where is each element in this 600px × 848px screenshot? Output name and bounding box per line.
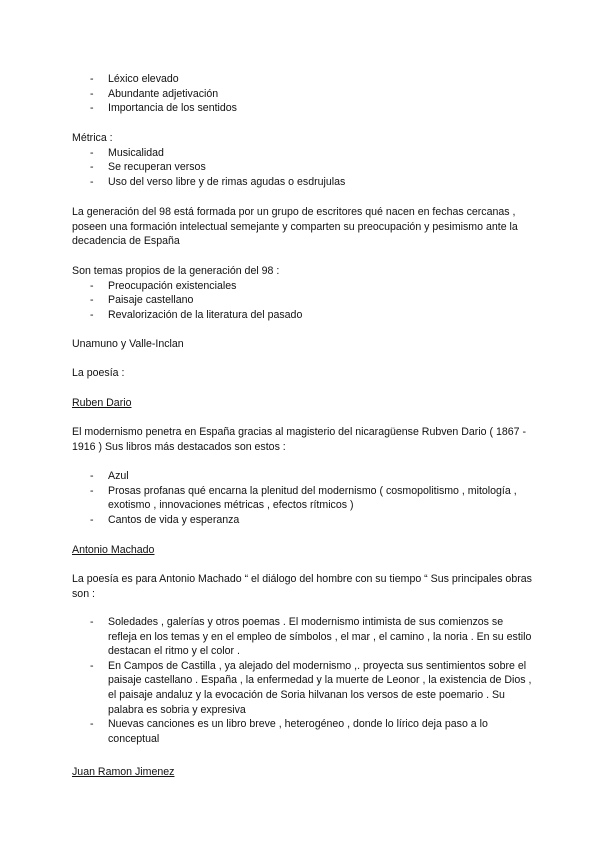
machado-heading-block bbox=[72, 543, 532, 558]
machado-paragraph-block bbox=[72, 572, 532, 601]
unamuno-block bbox=[72, 337, 532, 352]
ruben-dario-paragraph: El modernismo penetra en España gracias al magisterio del nicaragüense Rubven Dario ( 1867 - 1916 ) Sus libros más destacados son estos : bbox=[72, 426, 527, 453]
poesia-heading: La poesía : bbox=[72, 367, 125, 379]
generacion-98-paragraph: La generación del 98 está formada por un grupo de escritores qué nacen en fechas cercanas , poseen una formación intelectual semejante y comparten su preocupación y pesimismo ante la decadencia de España bbox=[72, 206, 518, 248]
poesia-block bbox=[72, 366, 532, 381]
list-item: - Cantos de vida y esperanza bbox=[72, 513, 532, 528]
metrica-section bbox=[72, 131, 532, 189]
ruben-paragraph-block bbox=[72, 425, 532, 454]
antonio-machado-heading: Antonio Machado bbox=[72, 544, 155, 556]
list-item: - Abundante adjetivación bbox=[72, 87, 532, 102]
generacion-98-block bbox=[72, 205, 532, 249]
list-item: - Preocupación existenciales bbox=[72, 279, 532, 294]
temas-98-heading: Son temas propios de la generación del 98 : bbox=[72, 265, 280, 277]
antonio-machado-list bbox=[72, 615, 532, 746]
list-item: - Nuevas canciones es un libro breve , heterogéneo , donde lo lírico deja paso a lo conceptual bbox=[72, 717, 532, 746]
list-item: - Musicalidad bbox=[72, 146, 532, 161]
list-item: - Soledades , galerías y otros poemas . El modernismo intimista de sus comienzos se refleja en los temas y en el empleo de símbolos , el mar , el camino , la noria . En su estilo destacan el ritmo y el color . bbox=[72, 615, 532, 659]
list-item: - En Campos de Castilla , ya alejado del modernismo ,. proyecta sus sentimientos sobre el paisaje castellano . España , la enfermedad y la muerte de Leonor , la existencia de Dios , el paisaje andaluz y la evocación de Soria hilvanan los versos de este poemario . Su palabra es sobria y expresiva bbox=[72, 659, 532, 717]
juan-ramon-heading-block bbox=[72, 765, 532, 780]
ruben-heading-block bbox=[72, 396, 532, 411]
unamuno-line: Unamuno y Valle-Inclan bbox=[72, 338, 184, 350]
intro-list bbox=[72, 72, 532, 116]
ruben-dario-heading: Ruben Dario bbox=[72, 397, 132, 409]
juan-ramon-jimenez-heading: Juan Ramon Jimenez bbox=[72, 766, 175, 778]
ruben-list-block bbox=[72, 469, 532, 527]
list-item: - Revalorización de la literatura del pasado bbox=[72, 308, 532, 323]
list-item: - Importancia de los sentidos bbox=[72, 101, 532, 116]
list-item: - Léxico elevado bbox=[72, 72, 532, 87]
ruben-dario-list bbox=[72, 469, 532, 527]
intro-list-block bbox=[72, 72, 532, 116]
temas-98-section bbox=[72, 264, 532, 322]
metrica-list bbox=[72, 146, 532, 190]
temas-98-list bbox=[72, 279, 532, 323]
machado-list-block bbox=[72, 615, 532, 746]
metrica-heading: Métrica : bbox=[72, 132, 113, 144]
list-item: - Azul bbox=[72, 469, 532, 484]
list-item: - Paisaje castellano bbox=[72, 293, 532, 308]
antonio-machado-paragraph: La poesía es para Antonio Machado “ el diálogo del hombre con su tiempo “ Sus principales obras son : bbox=[72, 573, 532, 600]
list-item: - Uso del verso libre y de rimas agudas o esdrujulas bbox=[72, 175, 532, 190]
list-item: - Prosas profanas qué encarna la plenitud del modernismo ( cosmopolitismo , mitología , exotismo , innovaciones métricas , efectos rítmicos ) bbox=[72, 484, 532, 513]
list-item: - Se recuperan versos bbox=[72, 160, 532, 175]
